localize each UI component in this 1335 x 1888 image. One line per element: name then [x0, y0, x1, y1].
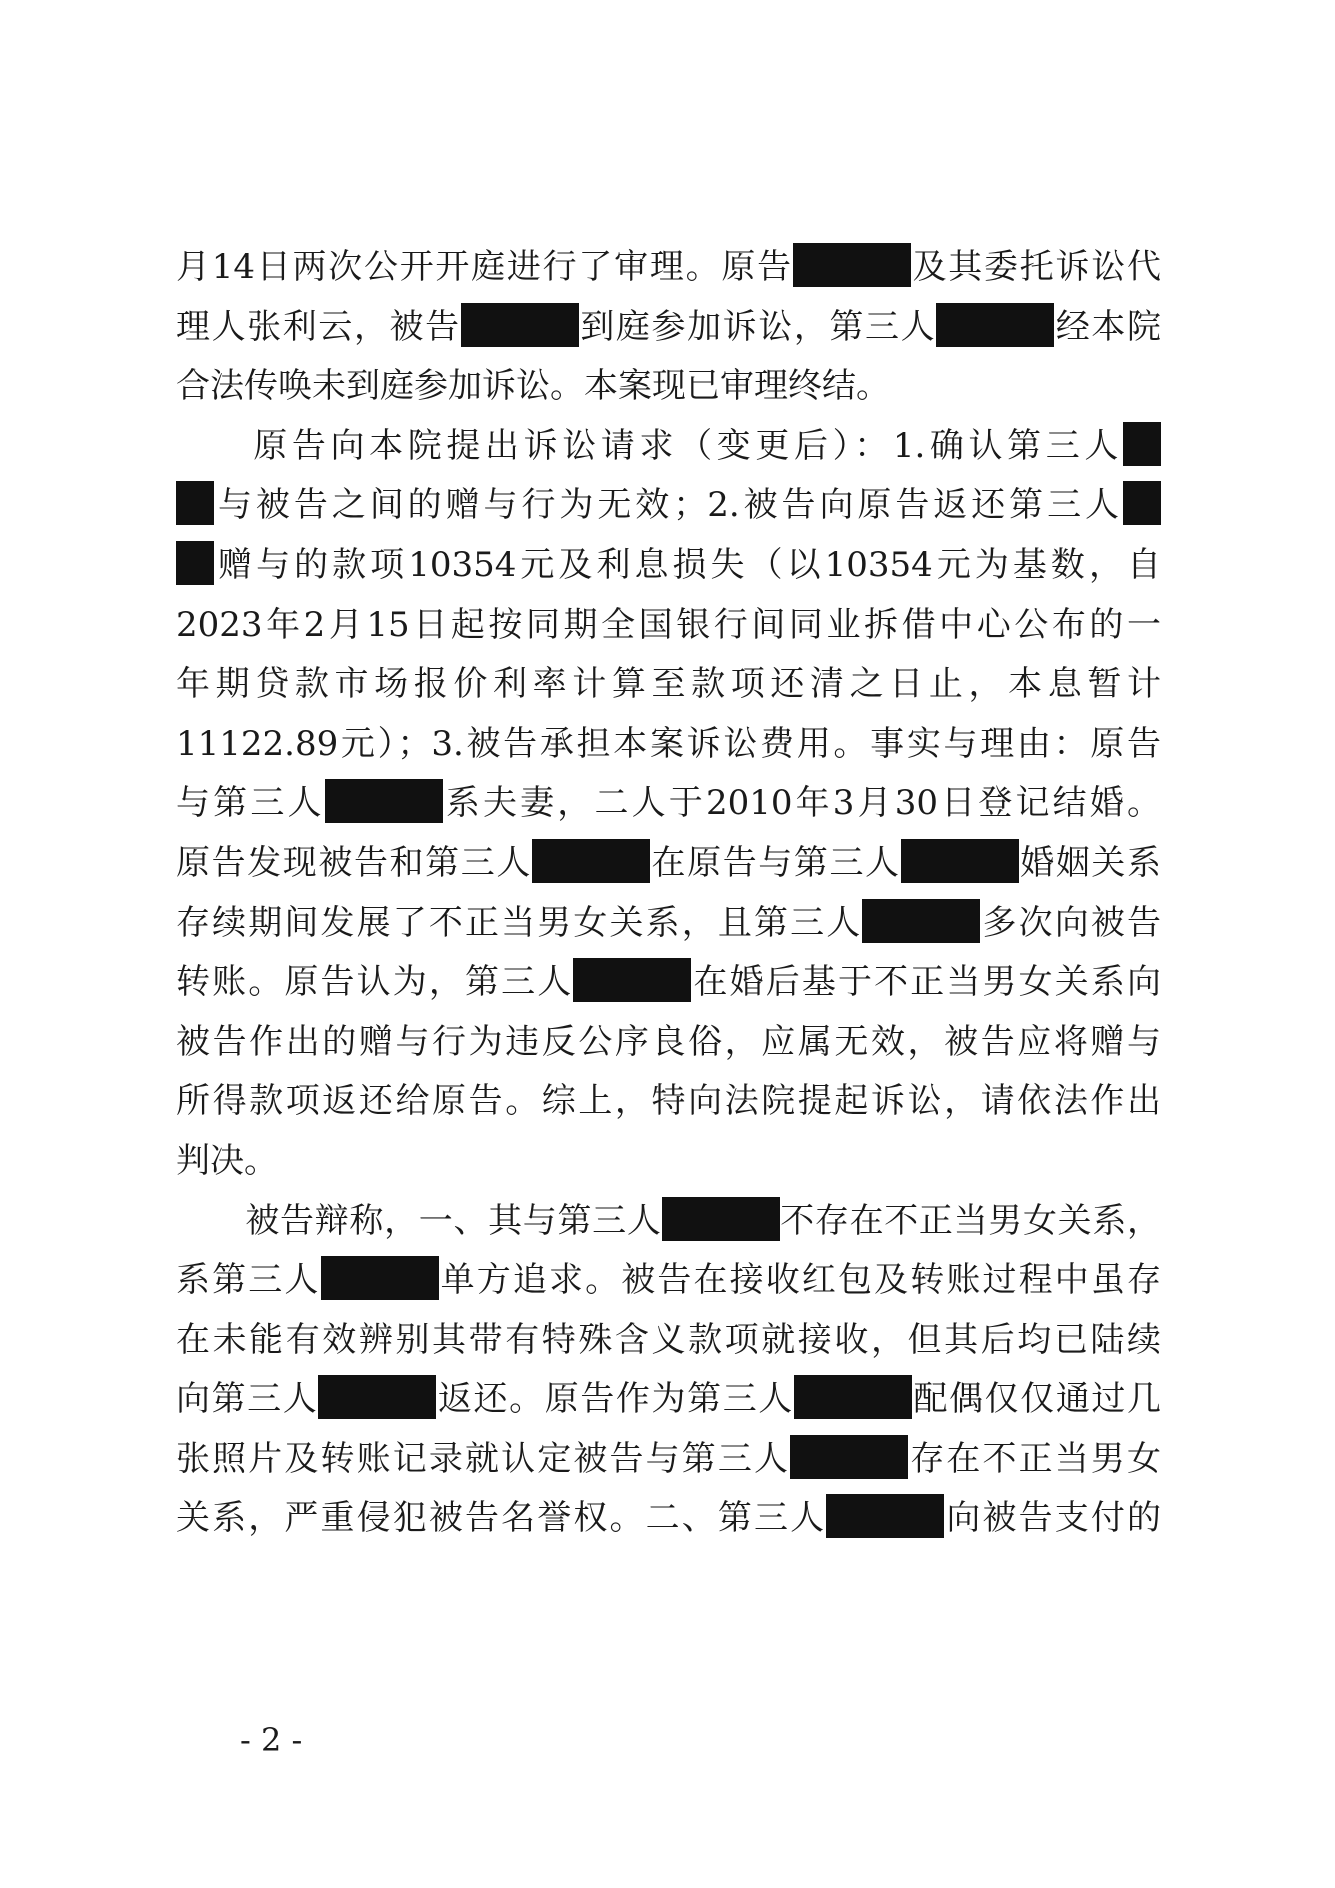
text-line [176, 417, 1161, 477]
page-number: - 2 - [240, 1721, 303, 1759]
redaction-block [790, 1435, 908, 1479]
text-segment: 到庭参加诉讼，第三人 [578, 306, 937, 347]
text-segment: 年期贷款市场报价利率计算至款项还清之日止，本息暂计 [176, 664, 1161, 705]
redaction-block [793, 243, 911, 287]
redaction-block [794, 1375, 912, 1419]
text-segment: 婚姻关系 [1018, 842, 1161, 883]
text-segment: 与被告之间的赠与行为无效；2.被告向原告返还第三人 [214, 485, 1123, 526]
text-line [176, 1072, 1161, 1132]
redaction-block [325, 779, 443, 823]
text-segment: 向被告支付的 [944, 1498, 1161, 1539]
text-segment: 赠与的款项10354元及利息损失（以10354元为基数，自 [214, 544, 1161, 585]
text-segment: 不存在不正当男女关系， [779, 1200, 1161, 1241]
redaction-block [461, 303, 579, 347]
text-line [176, 1192, 1161, 1252]
text-segment: 系夫妻，二人于2010年3月30日登记结婚。 [442, 783, 1161, 824]
text-segment: 判决。 [176, 1140, 278, 1181]
redaction-block [862, 899, 980, 943]
text-segment: 配偶仅仅通过几 [911, 1379, 1161, 1420]
text-segment: 张照片及转账记录就认定被告与第三人 [176, 1438, 791, 1479]
text-segment: 在原告与第三人 [649, 842, 901, 883]
redaction-block [901, 839, 1019, 883]
text-segment: 转账。原告认为，第三人 [176, 962, 574, 1003]
text-segment: 原告向本院提出诉讼请求（变更后）：1.确认第三人 [176, 425, 1123, 466]
text-segment: 被告辩称，一、其与第三人 [176, 1200, 662, 1241]
text-segment: 存续期间发展了不正当男女关系，且第三人 [176, 902, 863, 943]
text-segment: 理人张利云，被告 [176, 306, 461, 347]
text-line [176, 536, 1161, 596]
text-segment: 与第三人 [176, 783, 325, 824]
redaction-block [826, 1494, 944, 1538]
text-line [176, 834, 1161, 894]
text-line [176, 357, 1161, 417]
redaction-block [662, 1197, 780, 1241]
redaction-block [1123, 481, 1161, 525]
text-segment: 合法传唤未到庭参加诉讼。本案现已审理终结。 [176, 366, 890, 407]
redaction-block [321, 1256, 439, 1300]
text-segment: 2023年2月15日起按同期全国银行间同业拆借中心公布的一 [176, 604, 1161, 645]
text-line [176, 774, 1161, 834]
text-line [176, 953, 1161, 1013]
text-segment: 月14日两次公开开庭进行了审理。原告 [176, 247, 793, 287]
redaction-block [936, 303, 1054, 347]
text-segment: 返还。原告作为第三人 [436, 1379, 794, 1420]
text-line [176, 298, 1161, 358]
text-line [176, 596, 1161, 656]
text-segment: 在婚后基于不正当男女关系向 [691, 962, 1161, 1003]
text-segment: 存在不正当男女 [908, 1438, 1161, 1479]
document-body [176, 238, 1161, 1549]
text-segment: 向第三人 [176, 1379, 319, 1420]
text-line [176, 1311, 1161, 1371]
redaction-block [176, 541, 214, 585]
text-segment: 所得款项返还给原告。综上，特向法院提起诉讼，请依法作出 [176, 1081, 1161, 1122]
text-line [176, 476, 1161, 536]
text-line [176, 715, 1161, 775]
text-line [176, 1489, 1161, 1549]
text-segment: 系第三人 [176, 1260, 321, 1301]
text-segment: 单方追求。被告在接收红包及转账过程中虽存 [438, 1260, 1161, 1301]
text-segment: 11122.89元）；3.被告承担本案诉讼费用。事实与理由：原告 [176, 723, 1161, 764]
text-line [176, 1013, 1161, 1073]
text-segment: 关系，严重侵犯被告名誉权。二、第三人 [176, 1498, 827, 1539]
text-segment: 及其委托诉讼代 [910, 247, 1161, 287]
text-line [176, 894, 1161, 954]
text-line [176, 655, 1161, 715]
redaction-block [532, 839, 650, 883]
text-segment: 原告发现被告和第三人 [176, 842, 532, 883]
text-line [176, 1430, 1161, 1490]
text-segment: 经本院 [1054, 306, 1161, 347]
redaction-block [176, 481, 214, 525]
text-line [176, 1132, 1161, 1192]
redaction-block [1123, 422, 1161, 466]
text-line [176, 238, 1161, 298]
text-line [176, 1251, 1161, 1311]
text-segment: 在未能有效辨别其带有特殊含义款项就接收，但其后均已陆续 [176, 1319, 1161, 1360]
text-segment: 多次向被告 [980, 902, 1161, 943]
redaction-block [573, 958, 691, 1002]
text-segment: 被告作出的赠与行为违反公序良俗，应属无效，被告应将赠与 [176, 1021, 1161, 1062]
redaction-block [318, 1375, 436, 1419]
text-line [176, 1370, 1161, 1430]
